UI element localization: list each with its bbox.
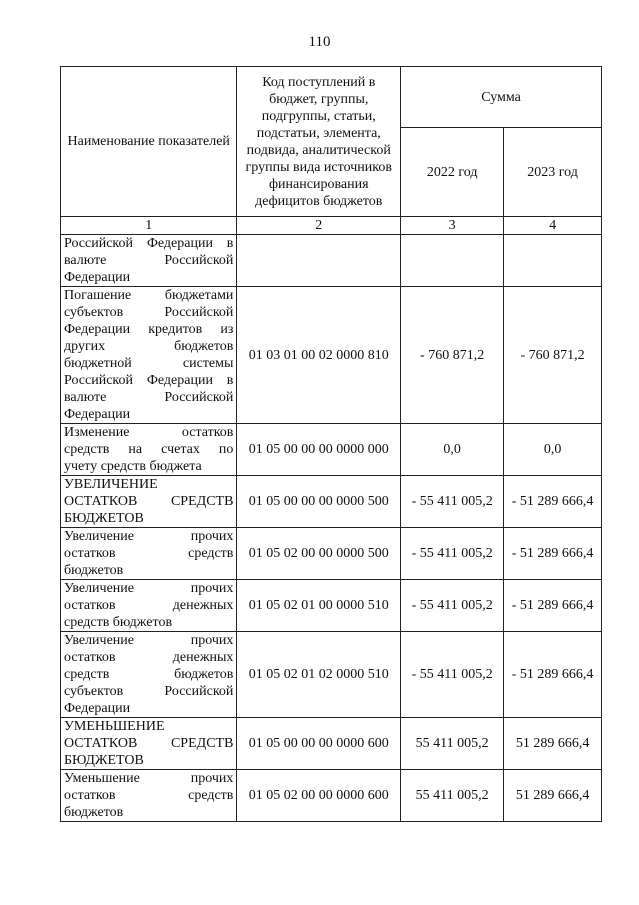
column-number-1: 1 <box>61 217 237 235</box>
row-value-2022: - 55 411 005,2 <box>401 476 504 528</box>
row-name-line: бюджетов <box>64 805 124 820</box>
row-name <box>61 718 237 770</box>
row-code: 01 05 00 00 00 0000 500 <box>237 476 401 528</box>
row-code: 01 05 02 00 00 0000 600 <box>237 770 401 822</box>
row-code: 01 05 00 00 00 0000 600 <box>237 718 401 770</box>
table-row <box>61 528 602 580</box>
row-name-line: ОСТАТКОВ СРЕДСТВ <box>64 494 234 509</box>
row-name <box>61 580 237 632</box>
row-code: 01 05 02 01 02 0000 510 <box>237 632 401 718</box>
row-name-line: валюте Российской <box>64 390 234 405</box>
table-row <box>61 287 602 424</box>
row-value-2023: 0,0 <box>504 424 602 476</box>
row-value-2023: 51 289 666,4 <box>504 770 602 822</box>
row-name-line: УВЕЛИЧЕНИЕ <box>64 477 158 492</box>
row-name <box>61 424 237 476</box>
page-number: 110 <box>308 34 331 50</box>
row-name-line: БЮДЖЕТОВ <box>64 753 144 768</box>
row-value-2022 <box>401 235 504 287</box>
row-value-2022: 0,0 <box>401 424 504 476</box>
row-name-line: Увеличение прочих <box>64 633 234 648</box>
row-code <box>237 235 401 287</box>
row-code: 01 05 02 01 00 0000 510 <box>237 580 401 632</box>
table-row <box>61 424 602 476</box>
row-value-2022: - 55 411 005,2 <box>401 528 504 580</box>
row-value-2022: - 55 411 005,2 <box>401 632 504 718</box>
row-name <box>61 235 237 287</box>
row-name-line: субъектов Российской <box>64 305 234 320</box>
row-name-line: средств бюджетов <box>64 667 234 682</box>
table-row <box>61 718 602 770</box>
row-value-2023: - 51 289 666,4 <box>504 580 602 632</box>
row-value-2023: - 51 289 666,4 <box>504 476 602 528</box>
row-name-line: субъектов Российской <box>64 684 234 699</box>
column-number-2: 2 <box>237 217 401 235</box>
header-sum: Сумма <box>401 67 602 128</box>
row-value-2022: 55 411 005,2 <box>401 718 504 770</box>
row-name-line: бюджетной системы <box>64 356 234 371</box>
row-name-line: остатков денежных <box>64 598 234 613</box>
row-name-line: ОСТАТКОВ СРЕДСТВ <box>64 736 234 751</box>
row-name-line: Уменьшение прочих <box>64 771 234 786</box>
header-name: Наименование показателей <box>61 67 237 217</box>
row-value-2023: - 51 289 666,4 <box>504 528 602 580</box>
budget-sources-table <box>60 66 602 822</box>
row-name-line: Изменение остатков <box>64 425 234 440</box>
row-name <box>61 476 237 528</box>
row-code: 01 05 02 00 00 0000 500 <box>237 528 401 580</box>
row-code: 01 03 01 00 02 0000 810 <box>237 287 401 424</box>
row-name <box>61 528 237 580</box>
row-value-2023: - 51 289 666,4 <box>504 632 602 718</box>
row-name-line: средств на счетах по <box>64 442 234 457</box>
table-body <box>61 235 602 822</box>
header-year-2023: 2023 год <box>504 128 602 217</box>
row-code: 01 05 00 00 00 0000 000 <box>237 424 401 476</box>
row-name-line: учету средств бюджета <box>64 459 202 474</box>
row-name-line: Увеличение прочих <box>64 581 234 596</box>
table-row <box>61 632 602 718</box>
row-name-line: остатков средств <box>64 546 234 561</box>
table-row <box>61 580 602 632</box>
row-value-2023: 51 289 666,4 <box>504 718 602 770</box>
row-name-line: бюджетов <box>64 563 124 578</box>
row-name-line: Российской Федерации в <box>64 236 234 251</box>
row-value-2023: - 760 871,2 <box>504 287 602 424</box>
row-name-line: Увеличение прочих <box>64 529 234 544</box>
row-name-line: БЮДЖЕТОВ <box>64 511 144 526</box>
table-row <box>61 476 602 528</box>
row-name-line: валюте Российской <box>64 253 234 268</box>
row-name <box>61 770 237 822</box>
row-name-line: средств бюджетов <box>64 615 173 630</box>
row-value-2022: - 55 411 005,2 <box>401 580 504 632</box>
row-name-line: УМЕНЬШЕНИЕ <box>64 719 165 734</box>
column-number-3: 3 <box>401 217 504 235</box>
row-name-line: Федерации кредитов из <box>64 322 234 337</box>
column-number-4: 4 <box>504 217 602 235</box>
row-value-2022: - 760 871,2 <box>401 287 504 424</box>
row-name <box>61 287 237 424</box>
table-row <box>61 770 602 822</box>
table-row <box>61 235 602 287</box>
row-name-line: Федерации <box>64 270 131 285</box>
row-name-line: других бюджетов <box>64 339 234 354</box>
row-name-line: Федерации <box>64 701 131 716</box>
row-name-line: Федерации <box>64 407 131 422</box>
row-name <box>61 632 237 718</box>
header-year-2022: 2022 год <box>401 128 504 217</box>
row-name-line: остатков денежных <box>64 650 234 665</box>
row-value-2023 <box>504 235 602 287</box>
header-code: Код поступлений в бюджет, группы, подгруппы, статьи, подстатьи, элемента, подвида, аналитической группы вида источников финансирования дефицитов бюджетов <box>237 67 401 217</box>
row-name-line: Погашение бюджетами <box>64 288 234 303</box>
row-name-line: Российской Федерации в <box>64 373 234 388</box>
row-value-2022: 55 411 005,2 <box>401 770 504 822</box>
row-name-line: остатков средств <box>64 788 234 803</box>
